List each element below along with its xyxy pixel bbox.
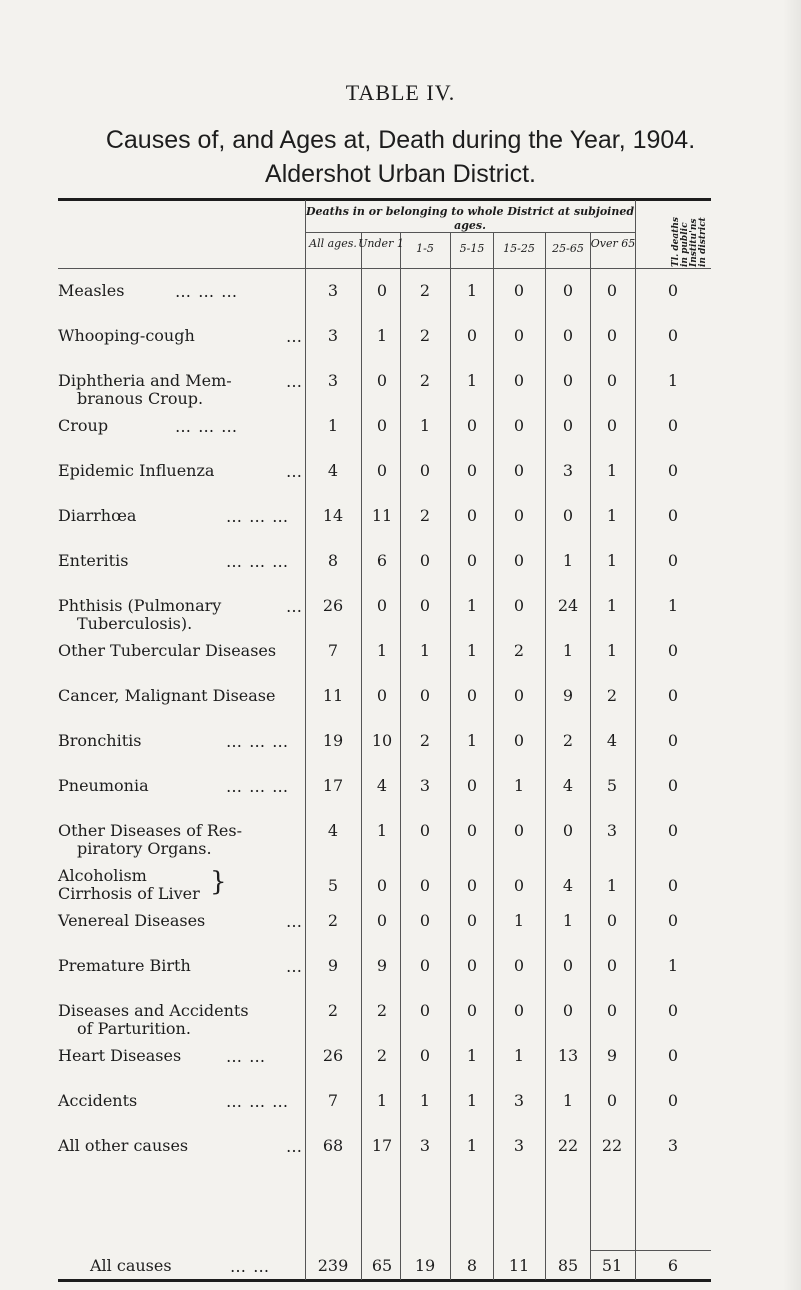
- top-rule: [58, 198, 711, 201]
- cell-value: 0: [376, 281, 388, 300]
- cell-value: 1: [606, 506, 618, 525]
- row-label-line: Accidents: [58, 1091, 138, 1110]
- cell-value: 0: [562, 506, 574, 525]
- cell-value: 7: [327, 1091, 339, 1110]
- cell-value: 0: [606, 1001, 618, 1020]
- cell-value: 1: [466, 371, 478, 390]
- cell-value: 1: [606, 641, 618, 660]
- row-label: [58, 867, 200, 903]
- row-label: [58, 372, 232, 408]
- cell-value: 13: [557, 1046, 579, 1065]
- col-header-over-65: Over 65: [590, 237, 636, 250]
- cell-value: 0: [513, 821, 525, 840]
- cell-value: 2: [562, 731, 574, 750]
- cell-value: 9: [327, 956, 339, 975]
- leader-dots: … … …: [175, 417, 239, 436]
- row-label-line-2: of Parturition.: [77, 1019, 191, 1038]
- district-name: Aldershot Urban District.: [265, 160, 536, 188]
- cell-value: 3: [419, 1136, 431, 1155]
- cell-value: 1: [667, 371, 679, 390]
- cell-value: 2: [419, 281, 431, 300]
- cell-value: 1: [562, 551, 574, 570]
- leader-dots: … … …: [175, 282, 239, 301]
- row-label-line-2: Tuberculosis).: [77, 614, 193, 633]
- table-row: [0, 507, 801, 531]
- cell-value: 0: [466, 551, 478, 570]
- cell-value: 3: [513, 1091, 525, 1110]
- col-header-1-5: 1-5: [416, 242, 434, 255]
- cell-value: 0: [562, 821, 574, 840]
- row-label-line: Venereal Diseases: [58, 911, 206, 930]
- cell-value: 0: [562, 416, 574, 435]
- table-row: [0, 1137, 801, 1161]
- cell-value: 2: [513, 641, 525, 660]
- leader-dots: …: [286, 957, 303, 976]
- cell-value: 3: [513, 1136, 525, 1155]
- leader-dots: …: [286, 372, 303, 391]
- cell-value: 0: [466, 956, 478, 975]
- table-row: [0, 1047, 801, 1071]
- cell-value: 6: [376, 551, 388, 570]
- leader-dots: … … …: [226, 732, 290, 751]
- cell-value: 4: [376, 776, 388, 795]
- table-row: [0, 371, 801, 408]
- cell-value: 0: [466, 821, 478, 840]
- cell-value: 0: [376, 596, 388, 615]
- cell-value: 26: [322, 596, 344, 615]
- table-number: TABLE IV.: [345, 80, 456, 105]
- cell-value: 19: [322, 731, 344, 750]
- cell-value: 0: [562, 326, 574, 345]
- row-label-line: Croup: [58, 416, 109, 435]
- cell-value: 2: [419, 371, 431, 390]
- cell-value: 1: [376, 326, 388, 345]
- cell-value: 0: [376, 911, 388, 930]
- cell-value: 1: [466, 1091, 478, 1110]
- row-label-line: Enteritis: [58, 551, 129, 570]
- row-label-line-2: piratory Organs.: [77, 839, 212, 858]
- cell-value: 0: [513, 731, 525, 750]
- cell-value: 0: [667, 551, 679, 570]
- row-label: [58, 777, 149, 795]
- row-label: [58, 732, 141, 750]
- cell-value: 0: [667, 821, 679, 840]
- leader-dots: … … …: [226, 777, 290, 796]
- cell-value: 0: [513, 326, 525, 345]
- cell-value: 1: [606, 876, 618, 895]
- table-row: [0, 462, 801, 486]
- row-label: [58, 327, 195, 345]
- row-label-line: Phthisis (Pulmonary: [58, 596, 222, 615]
- cell-value: 2: [376, 1001, 388, 1020]
- cell-value: 0: [513, 596, 525, 615]
- cell-value: 8: [327, 551, 339, 570]
- row-label-line: Cancer, Malignant Disease: [58, 686, 276, 705]
- cell-value: 1: [376, 641, 388, 660]
- cell-value: 0: [513, 416, 525, 435]
- cell-value: 1: [466, 596, 478, 615]
- row-label-line: Premature Birth: [58, 956, 191, 975]
- cell-value: 0: [562, 1001, 574, 1020]
- row-label-line: Measles: [58, 281, 125, 300]
- row-label-line: Epidemic Influenza: [58, 461, 215, 480]
- cell-value: 0: [419, 461, 431, 480]
- leader-dots: …: [286, 597, 303, 616]
- col-header-15-25: 15-25: [503, 242, 535, 255]
- cell-value: 11: [322, 686, 344, 705]
- cell-value: 17: [371, 1136, 393, 1155]
- total-top-rule: [590, 1250, 711, 1251]
- col-header-all-ages: All ages.: [309, 237, 357, 250]
- total-value: 51: [601, 1256, 623, 1275]
- total-value: 11: [508, 1256, 530, 1275]
- row-label: [58, 597, 221, 633]
- cell-value: 0: [419, 876, 431, 895]
- cell-value: 1: [513, 776, 525, 795]
- total-value: 239: [317, 1256, 349, 1275]
- cell-value: 7: [327, 641, 339, 660]
- cell-value: 2: [419, 731, 431, 750]
- cell-value: 22: [601, 1136, 623, 1155]
- cell-value: 4: [562, 876, 574, 895]
- table-row: [0, 642, 801, 666]
- cell-value: 0: [606, 956, 618, 975]
- cell-value: 5: [606, 776, 618, 795]
- cell-value: 2: [327, 911, 339, 930]
- cell-value: 1: [466, 1136, 478, 1155]
- row-label-line: Heart Diseases: [58, 1046, 182, 1065]
- total-value: 19: [414, 1256, 436, 1275]
- cell-value: 2: [419, 506, 431, 525]
- cell-value: 3: [606, 821, 618, 840]
- col-header-institutions-text: Tl. deaths in public Institu'ns in district: [671, 216, 708, 267]
- cell-value: 0: [667, 1001, 679, 1020]
- cell-value: 68: [322, 1136, 344, 1155]
- cell-value: 0: [466, 686, 478, 705]
- cell-value: 9: [376, 956, 388, 975]
- leader-dots: … … …: [226, 507, 290, 526]
- cell-value: 0: [667, 1091, 679, 1110]
- total-label: All causes: [90, 1256, 172, 1275]
- cell-value: 0: [667, 876, 679, 895]
- cell-value: 0: [466, 911, 478, 930]
- cell-value: 0: [667, 911, 679, 930]
- cell-value: 0: [667, 461, 679, 480]
- row-label-line: Bronchitis: [58, 731, 142, 750]
- leader-dots: …: [286, 327, 303, 346]
- table-row: [0, 417, 801, 441]
- label-brace: }: [210, 867, 227, 897]
- col-header-25-65: 25-65: [552, 242, 584, 255]
- cell-value: 0: [513, 1001, 525, 1020]
- row-label: [58, 957, 191, 975]
- table-row: [0, 821, 801, 858]
- cell-value: 1: [513, 1046, 525, 1065]
- cell-value: 0: [667, 416, 679, 435]
- row-label: [58, 1137, 188, 1155]
- cell-value: 3: [562, 461, 574, 480]
- cell-value: 0: [513, 956, 525, 975]
- cell-value: 0: [376, 686, 388, 705]
- cell-value: 0: [419, 596, 431, 615]
- cell-value: 9: [606, 1046, 618, 1065]
- cell-value: 0: [419, 551, 431, 570]
- cell-value: 0: [606, 911, 618, 930]
- cell-value: 0: [667, 281, 679, 300]
- row-label: [58, 417, 108, 435]
- cell-value: 2: [376, 1046, 388, 1065]
- table-row: [0, 327, 801, 351]
- cell-value: 0: [376, 461, 388, 480]
- cell-value: 3: [327, 371, 339, 390]
- cell-value: 0: [466, 416, 478, 435]
- cell-value: 0: [667, 326, 679, 345]
- total-row: [0, 1257, 801, 1281]
- table-row: [0, 957, 801, 981]
- row-label: [58, 642, 276, 660]
- cell-value: 0: [513, 686, 525, 705]
- cell-value: 0: [513, 281, 525, 300]
- cell-value: 1: [562, 641, 574, 660]
- leader-dots: … …: [230, 1257, 271, 1276]
- table-row: [0, 1001, 801, 1038]
- cell-value: 14: [322, 506, 344, 525]
- row-label-line: Diseases and Accidents: [58, 1001, 249, 1020]
- cell-value: 1: [667, 596, 679, 615]
- cell-value: 1: [606, 461, 618, 480]
- cell-value: 4: [562, 776, 574, 795]
- row-label: [58, 507, 136, 525]
- col-header-5-15: 5-15: [459, 242, 485, 255]
- cell-value: 0: [606, 281, 618, 300]
- header-bottom-rule: [58, 268, 711, 269]
- cell-value: 0: [419, 686, 431, 705]
- row-label: [58, 462, 214, 480]
- table-row: [0, 732, 801, 756]
- table-row: [0, 596, 801, 633]
- cell-value: 0: [667, 641, 679, 660]
- leader-dots: … … …: [226, 1092, 290, 1111]
- leader-dots: …: [286, 462, 303, 481]
- cell-value: 2: [606, 686, 618, 705]
- cell-value: 0: [376, 416, 388, 435]
- table-row: [0, 687, 801, 711]
- cell-value: 0: [376, 371, 388, 390]
- cell-value: 0: [513, 876, 525, 895]
- cell-value: 3: [419, 776, 431, 795]
- table-title: Causes of, and Ages at, Death during the Year, 1904.: [105, 126, 696, 154]
- cell-value: 0: [606, 416, 618, 435]
- row-label-line-2: branous Croup.: [77, 389, 204, 408]
- row-label-line: Pneumonia: [58, 776, 149, 795]
- cell-value: 0: [466, 461, 478, 480]
- leader-dots: …: [286, 912, 303, 931]
- cell-value: 0: [376, 876, 388, 895]
- cell-value: 0: [466, 1001, 478, 1020]
- cell-value: 0: [562, 956, 574, 975]
- leader-dots: …: [286, 1137, 303, 1156]
- total-value: 85: [557, 1256, 579, 1275]
- cell-value: 0: [466, 326, 478, 345]
- cell-value: 1: [606, 551, 618, 570]
- cell-value: 0: [419, 1046, 431, 1065]
- cell-value: 2: [327, 1001, 339, 1020]
- row-label: [58, 282, 124, 300]
- cell-value: 4: [606, 731, 618, 750]
- cell-value: 24: [557, 596, 579, 615]
- cell-value: 0: [667, 506, 679, 525]
- row-label-line: Other Diseases of Res-: [58, 821, 242, 840]
- total-value: 8: [466, 1256, 478, 1275]
- col-header-under-1: Under 1: [358, 237, 404, 250]
- cell-value: 1: [466, 281, 478, 300]
- cell-value: 22: [557, 1136, 579, 1155]
- cell-value: 0: [466, 876, 478, 895]
- cell-value: 0: [606, 326, 618, 345]
- row-label-line: Diarrhœa: [58, 506, 137, 525]
- table-row: [0, 866, 801, 903]
- cell-value: 1: [419, 641, 431, 660]
- cell-value: 0: [419, 956, 431, 975]
- cell-value: 0: [513, 371, 525, 390]
- table-row: [0, 777, 801, 801]
- row-label: [58, 1047, 181, 1065]
- row-label: [58, 912, 205, 930]
- cell-value: 26: [322, 1046, 344, 1065]
- row-label-line: Diphtheria and Mem-: [58, 371, 232, 390]
- cell-value: 0: [513, 506, 525, 525]
- cell-value: 1: [562, 911, 574, 930]
- cell-value: 4: [327, 821, 339, 840]
- total-value: 6: [667, 1256, 679, 1275]
- cell-value: 0: [667, 731, 679, 750]
- cell-value: 3: [327, 281, 339, 300]
- row-label-line-2: Cirrhosis of Liver: [58, 884, 200, 903]
- total-value: 65: [371, 1256, 393, 1275]
- table-row: [0, 282, 801, 306]
- cell-value: 0: [606, 1091, 618, 1110]
- cell-value: 2: [419, 326, 431, 345]
- cell-value: 0: [562, 281, 574, 300]
- cell-value: 4: [327, 461, 339, 480]
- cell-value: 0: [513, 551, 525, 570]
- row-label-line: Other Tubercular Diseases: [58, 641, 277, 660]
- cell-value: 0: [606, 371, 618, 390]
- cell-value: 1: [466, 641, 478, 660]
- cell-value: 1: [376, 1091, 388, 1110]
- col-header-institutions: [670, 206, 710, 268]
- row-label: [58, 687, 275, 705]
- cell-value: 0: [667, 1046, 679, 1065]
- cell-value: 0: [419, 911, 431, 930]
- cell-value: 0: [667, 686, 679, 705]
- cell-value: 1: [419, 1091, 431, 1110]
- cell-value: 10: [371, 731, 393, 750]
- cell-value: 1: [376, 821, 388, 840]
- cell-value: 1: [466, 731, 478, 750]
- table-row: [0, 1092, 801, 1116]
- row-label-line: Alcoholism: [58, 866, 147, 885]
- cell-value: 0: [667, 776, 679, 795]
- leader-dots: … …: [226, 1047, 267, 1066]
- table-row: [0, 552, 801, 576]
- cell-value: 17: [322, 776, 344, 795]
- cell-value: 11: [371, 506, 393, 525]
- cell-value: 1: [667, 956, 679, 975]
- cell-value: 9: [562, 686, 574, 705]
- row-label: [58, 552, 128, 570]
- table-row: [0, 912, 801, 936]
- cell-value: 0: [419, 821, 431, 840]
- cell-value: 3: [327, 326, 339, 345]
- cell-value: 0: [513, 461, 525, 480]
- row-label: [58, 822, 242, 858]
- cell-value: 1: [466, 1046, 478, 1065]
- cell-value: 1: [513, 911, 525, 930]
- cell-value: 1: [419, 416, 431, 435]
- row-label-line: Whooping-cough: [58, 326, 195, 345]
- cell-value: 1: [327, 416, 339, 435]
- cell-value: 1: [606, 596, 618, 615]
- age-group-header: Deaths in or belonging to whole District at subjoined ages.: [305, 205, 635, 232]
- row-label: [58, 1002, 249, 1038]
- row-label: [58, 1092, 137, 1110]
- cell-value: 0: [466, 506, 478, 525]
- leader-dots: … … …: [226, 552, 290, 571]
- cell-value: 3: [667, 1136, 679, 1155]
- row-label-line: All other causes: [58, 1136, 189, 1155]
- cell-value: 0: [562, 371, 574, 390]
- cell-value: 1: [562, 1091, 574, 1110]
- cell-value: 0: [419, 1001, 431, 1020]
- cell-value: 5: [327, 876, 339, 895]
- cell-value: 0: [466, 776, 478, 795]
